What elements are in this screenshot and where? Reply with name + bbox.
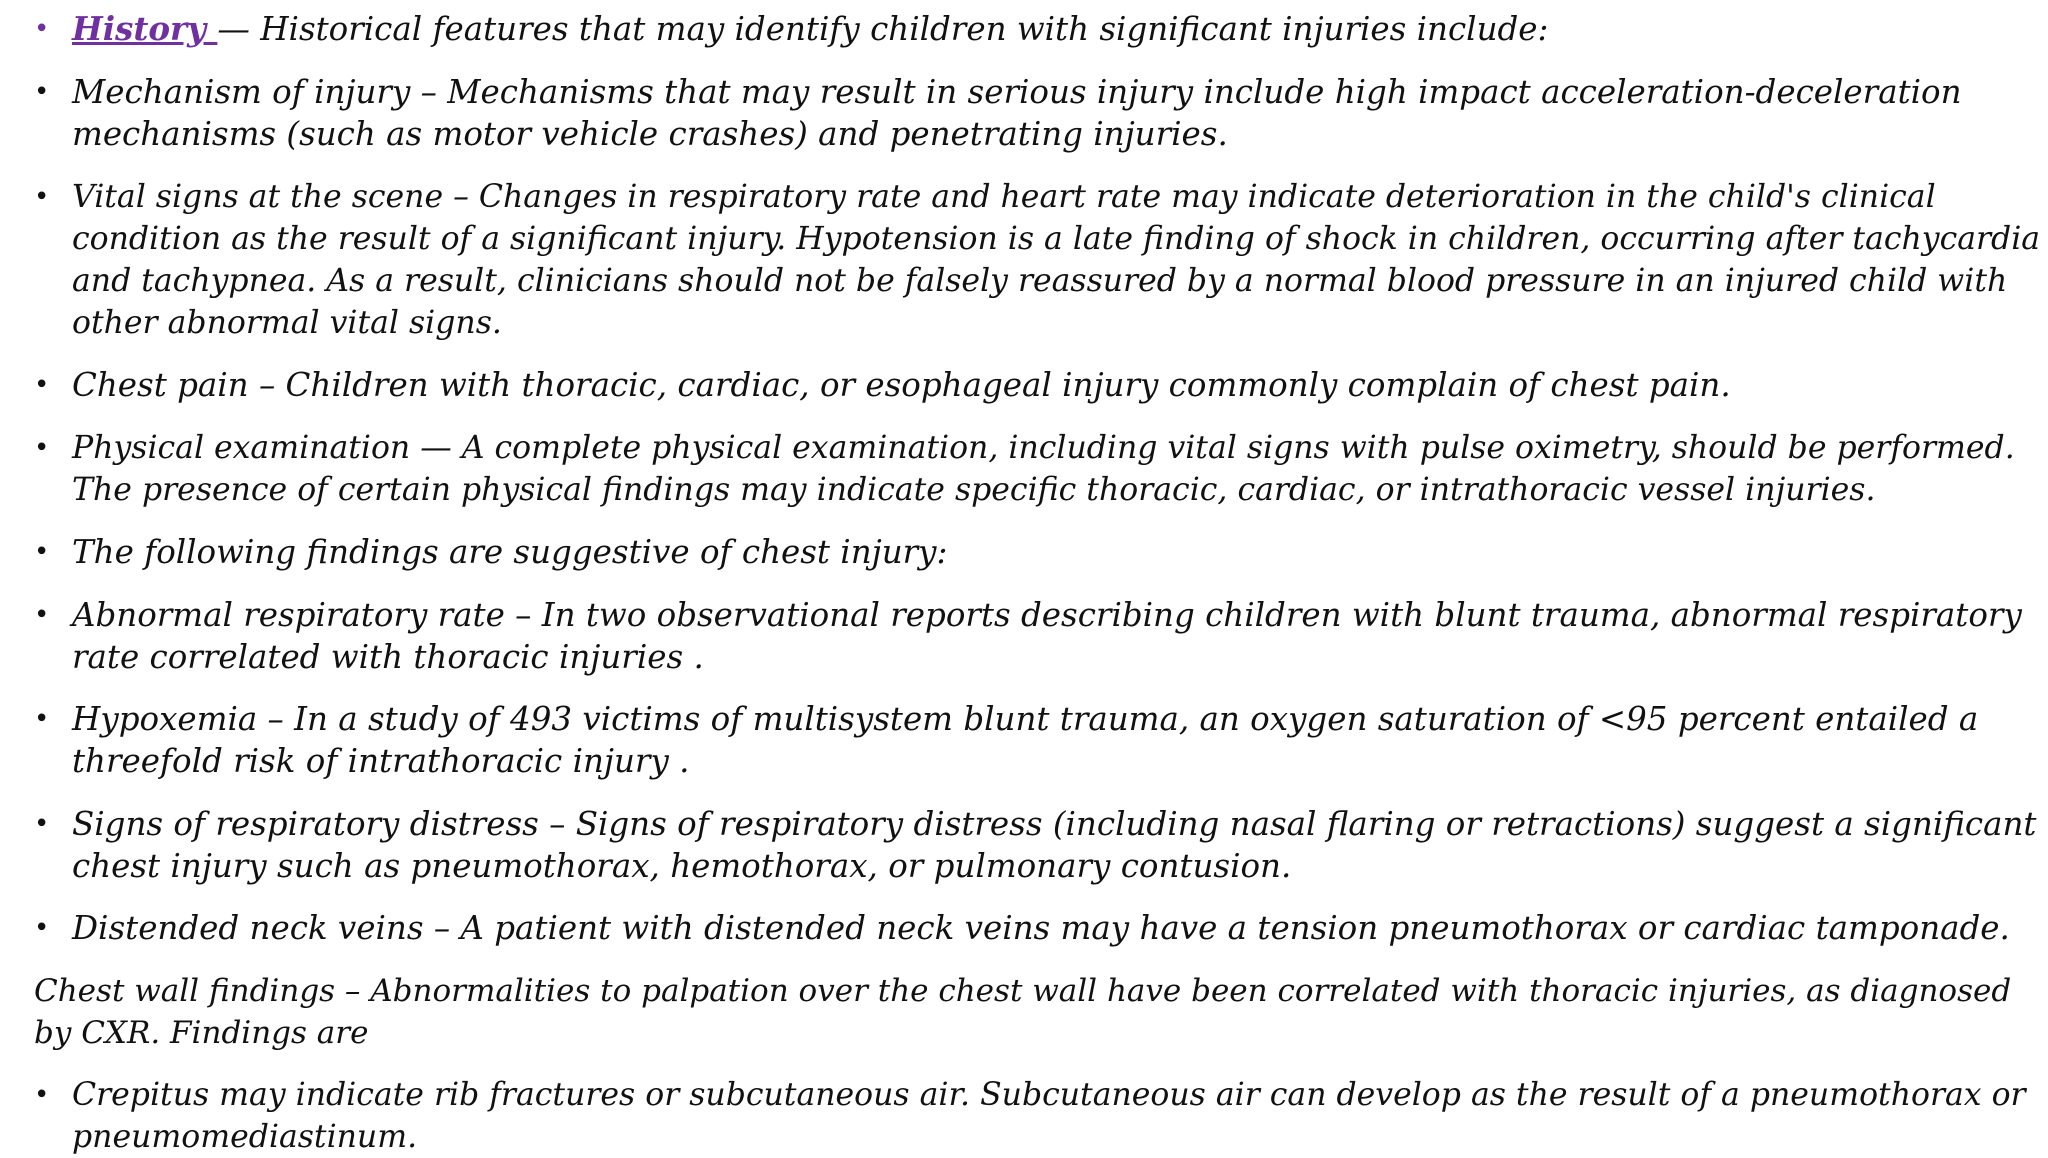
text-line: Mechanism of injury – Mechanisms that may result in serious injury include high impact acceleration-deceleration <box>72 73 1962 111</box>
list-item-text <box>72 1074 2032 1158</box>
bullet-icon: • <box>34 433 50 463</box>
bullet-icon: • <box>34 1080 50 1110</box>
history-link[interactable]: History <box>72 9 218 48</box>
text-line: Crepitus may indicate rib fractures or subcutaneous air. Subcutaneous air can develop as the result of a pneumothorax or <box>72 1077 2026 1113</box>
list-item-text <box>72 176 2041 344</box>
text-line: threefold risk of intrathoracic injury . <box>72 742 690 780</box>
text-line: Chest wall findings – Abnormalities to palpation over the chest wall have been correlated with thoracic injuries, as diagnosed <box>34 973 2012 1009</box>
text-line: pneumomediastinum. <box>72 1119 418 1155</box>
text-line: rate correlated with thoracic injuries . <box>72 638 704 676</box>
list-item-text <box>72 907 2032 949</box>
list-item-text <box>72 427 2032 511</box>
text-line: and tachypnea. As a result, clinicians should not be falsely reassured by a normal blood pressure in an injured child with <box>72 263 2008 299</box>
text-line: Abnormal respiratory rate – In two observational reports describing children with blunt trauma, abnormal respiratory <box>72 596 2022 634</box>
list-item-text <box>72 364 2032 406</box>
text-line: The presence of certain physical findings may indicate specific thoracic, cardiac, or intrathoracic vessel injuries. <box>72 472 1876 508</box>
text-line: other abnormal vital signs. <box>72 305 502 341</box>
list-item-text <box>72 698 2032 782</box>
paragraph-text <box>34 970 2034 1054</box>
text-line: Vital signs at the scene – Changes in respiratory rate and heart rate may indicate deterioration in the child's clinical <box>72 179 1936 215</box>
list-item-text <box>72 594 2032 678</box>
bullet-icon: • <box>34 182 50 212</box>
bullet-icon: • <box>34 913 50 943</box>
list-item-text <box>72 8 2032 50</box>
bullet-icon: • <box>34 370 50 400</box>
text-line: Physical examination — A complete physical examination, including vital signs with pulse oximetry, should be performed. <box>72 430 2015 466</box>
bullet-icon: • <box>34 537 50 567</box>
bullet-icon: • <box>34 14 50 44</box>
list-item-text <box>72 803 2037 887</box>
text-line: Hypoxemia – In a study of 493 victims of multisystem blunt trauma, an oxygen saturation of <95 percent entailed a <box>72 700 1979 738</box>
text-line: Signs of respiratory distress – Signs of respiratory distress (including nasal flaring or retractions) suggest a significant <box>72 805 2037 843</box>
text-line: The following findings are suggestive of chest injury: <box>72 533 948 571</box>
list-item-text <box>72 531 2032 573</box>
bullet-icon: • <box>34 704 50 734</box>
text-line: Chest pain – Children with thoracic, cardiac, or esophageal injury commonly complain of chest pain. <box>72 366 1731 404</box>
text-line: chest injury such as pneumothorax, hemothorax, or pulmonary contusion. <box>72 847 1292 885</box>
text-line: by CXR. Findings are <box>34 1015 369 1051</box>
bullet-icon: • <box>34 600 50 630</box>
list-item-text <box>72 71 2032 155</box>
bullet-icon: • <box>34 77 50 107</box>
history-description: — Historical features that may identify children with significant injuries include: <box>217 10 1549 48</box>
text-line: mechanisms (such as motor vehicle crashes) and penetrating injuries. <box>72 115 1228 153</box>
text-line: Distended neck veins – A patient with distended neck veins may have a tension pneumothorax or cardiac tamponade. <box>72 909 2010 947</box>
bullet-icon: • <box>34 809 50 839</box>
text-line: condition as the result of a significant injury. Hypotension is a late finding of shock in children, occurring after tachycardia <box>72 221 2041 257</box>
